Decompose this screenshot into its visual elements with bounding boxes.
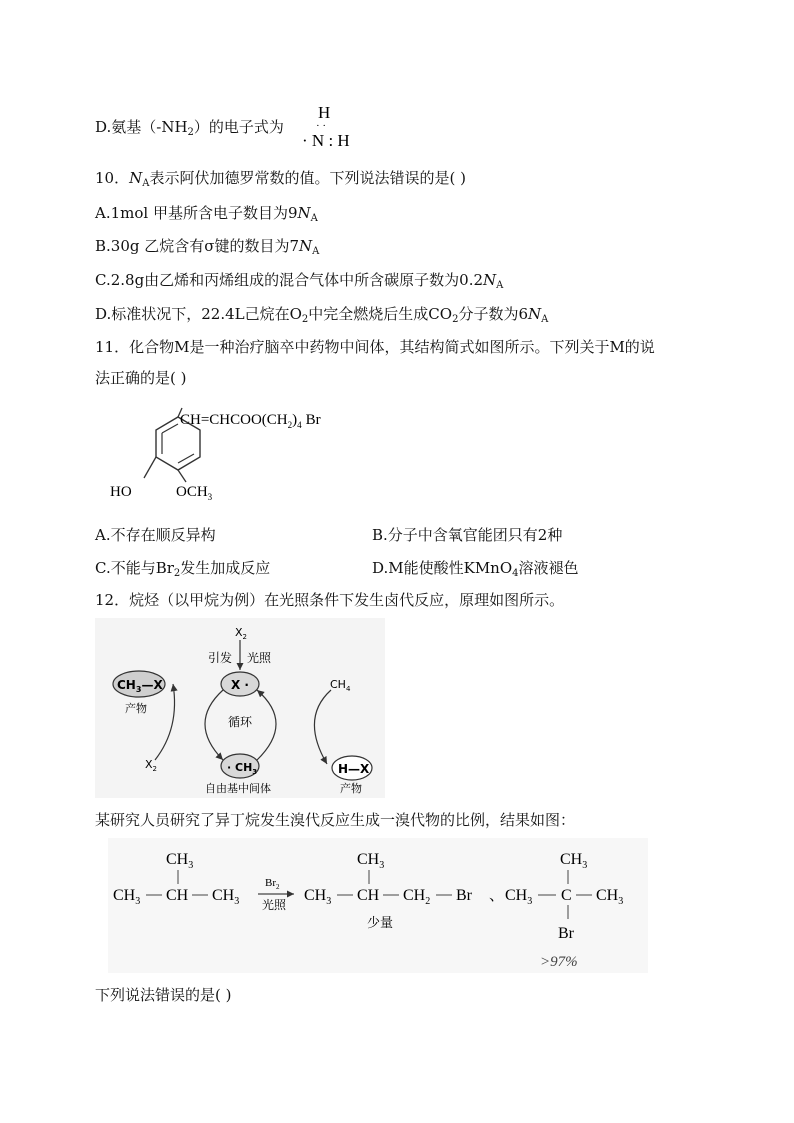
- halogenation-cycle-diagram: [95, 618, 385, 798]
- p1-ch: CH: [357, 887, 380, 904]
- na-symbol-sub: A: [541, 314, 549, 325]
- radical-intermediate-label: 自由基中间体: [205, 782, 271, 795]
- na-symbol-sub: A: [142, 178, 150, 189]
- na-symbol: N: [297, 204, 311, 222]
- methoxy-label: $OCH_3$: [176, 484, 213, 502]
- na-symbol-sub: A: [310, 213, 318, 224]
- q10-optd-b: 中完全燃烧后生成CO: [308, 305, 453, 323]
- q10-option-d: [95, 304, 548, 330]
- minor-label: 少量: [367, 916, 394, 931]
- reagent-label: $Br_2$: [265, 877, 280, 891]
- product-right-label: 产物: [340, 782, 362, 795]
- q10-option-a: [95, 203, 318, 229]
- hydroxyl-label: HO: [110, 484, 132, 500]
- amino-formula-sub: 2: [187, 127, 194, 138]
- o2-sub: 2: [301, 314, 309, 325]
- q10-stem: [95, 168, 466, 194]
- q11-stem-line1: 11．化合物M是一种治疗脑卒中药物中间体，其结构简式如图所示。下列关于M的说: [95, 338, 655, 356]
- q11-stem-line2: 法正确的是( ): [95, 369, 187, 387]
- lewis-h-top: H: [318, 103, 331, 122]
- q11-optc-a: C.不能与Br: [95, 559, 174, 577]
- q11-option-d: [372, 558, 579, 584]
- ch4-label: $CH_4$: [330, 678, 351, 693]
- isobutane-ch3-left: $CH_3$: [113, 887, 141, 907]
- q9-option-d: [95, 117, 284, 143]
- product-left-label: 产物: [125, 702, 147, 715]
- q11-option-c: [95, 558, 270, 584]
- initiate-label: 引发: [208, 651, 233, 665]
- q10-option-c: [95, 270, 503, 296]
- p1-br: Br: [456, 887, 472, 904]
- p2-top-ch3: $CH_3$: [560, 851, 588, 871]
- x-radical-label: X ·: [231, 678, 249, 692]
- ch3x-label: $CH_3—X$: [117, 678, 163, 694]
- amino-lewis-structure: [298, 98, 378, 156]
- x2-bottom: $X_2$: [145, 758, 158, 773]
- p2-c: C: [561, 887, 572, 904]
- q10-optc-text: C.2.8g由乙烯和丙烯组成的混合气体中所含碳原子数为0.2: [95, 271, 484, 289]
- q12-stem: 12．烷烃（以甲烷为例）在光照条件下发生卤代反应，原理如图所示。: [95, 591, 565, 609]
- q12-study-text: 某研究人员研究了异丁烷发生溴代反应生成一溴代物的比例，结果如图：: [95, 811, 576, 829]
- q12-final: 下列说法错误的是( ): [95, 986, 232, 1004]
- lewis-row: · N : H: [302, 131, 350, 150]
- condition-label: 光照: [262, 898, 287, 912]
- light-label: 光照: [247, 651, 272, 665]
- br2-sub: 2: [173, 568, 181, 579]
- ch3-radical-label: · $CH_3$: [227, 761, 258, 776]
- co2-sub: 2: [452, 314, 459, 325]
- side-chain: $CH=CHCOO(CH_2)_4$ Br: [180, 412, 321, 430]
- lewis-dots-top: · ·: [316, 120, 327, 132]
- amino-formula: -NH: [156, 118, 188, 136]
- q10-optd-a: D.标准状况下，22.4L己烷在O: [95, 305, 302, 323]
- cycle-label: 循环: [228, 715, 253, 729]
- compound-m-structure: [100, 400, 380, 510]
- q9-optd-prefix: D.氨基（: [95, 118, 157, 136]
- q9-optd-suffix: ）的电子式为: [193, 118, 284, 136]
- x2-top: $X_2$: [235, 626, 248, 641]
- q11-optd-a: D.M能使酸性KMnO: [372, 559, 513, 577]
- isobutane-top-ch3: $CH_3$: [166, 851, 194, 871]
- isobutane-ch3-right: $CH_3$: [212, 887, 240, 907]
- isobutane-ch: CH: [166, 887, 189, 904]
- q11-optd-b: 溶液褪色: [518, 559, 579, 577]
- na-symbol: N: [129, 169, 143, 187]
- q11-option-b: B.分子中含氧官能团只有2种: [372, 526, 563, 544]
- hx-label: H—X: [338, 762, 370, 776]
- na-symbol: N: [528, 305, 542, 323]
- na-symbol: N: [299, 237, 313, 255]
- q10-optb-text: B.30g 乙烷含有σ键的数目为7: [95, 237, 300, 255]
- product-separator: 、: [489, 888, 505, 904]
- p1-ch2: $CH_2$: [403, 887, 431, 907]
- q11-option-a: A.不存在顺反异构: [95, 526, 216, 544]
- p2-ch3-right: $CH_3$: [596, 887, 624, 907]
- q10-stem-text: 表示阿伏加德罗常数的值。下列说法错误的是( ): [149, 169, 466, 187]
- bond-to-och3: [178, 470, 186, 482]
- na-symbol: N: [483, 271, 497, 289]
- p1-top-ch3: $CH_3$: [357, 851, 385, 871]
- q10-option-b: [95, 236, 319, 262]
- isobutane-bromination-reaction: [108, 838, 648, 973]
- kmno4-sub: 4: [512, 568, 519, 579]
- p2-ch3-left: $CH_3$: [505, 887, 533, 907]
- major-label: >97%: [540, 954, 578, 970]
- bond-to-oh: [144, 457, 156, 478]
- q10-opta-text: A.1mol 甲基所含电子数目为9: [95, 204, 298, 222]
- p1-ch3-left: $CH_3$: [304, 887, 332, 907]
- q10-optd-c: 分子数为6: [458, 305, 528, 323]
- na-symbol-sub: A: [496, 280, 504, 291]
- q11-optc-b: 发生加成反应: [180, 559, 271, 577]
- na-symbol-sub: A: [312, 246, 320, 257]
- q10-number: 10．: [95, 169, 130, 187]
- p2-br: Br: [558, 925, 574, 942]
